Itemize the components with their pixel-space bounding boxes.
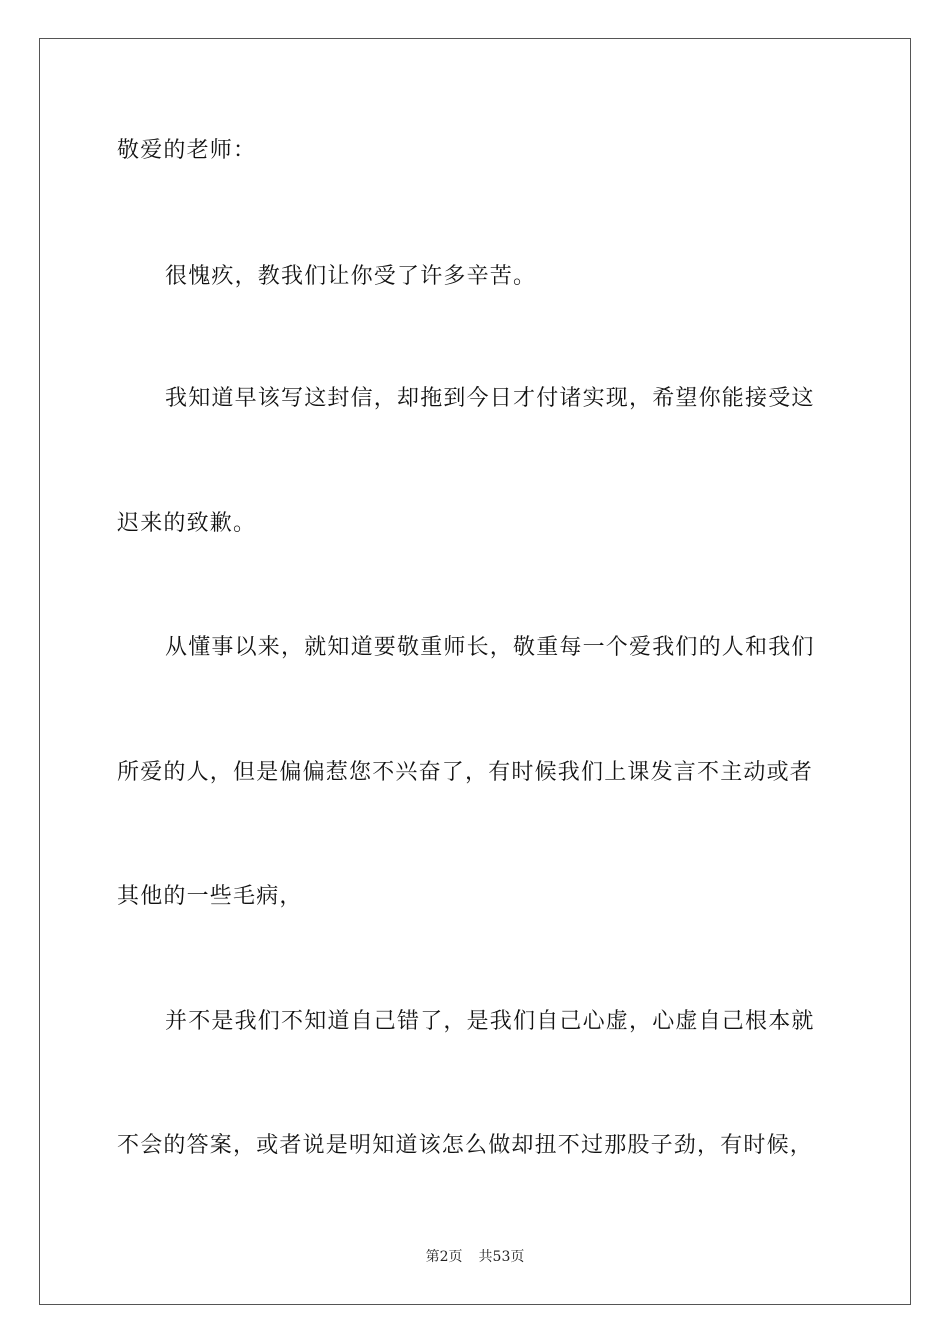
paragraph-1-line-1: 很愧疚，教我们让你受了许多辛苦。 — [165, 264, 537, 289]
paragraph-3-line-2: 所爱的人，但是偏偏惹您不兴奋了，有时候我们上课发言不主动或者 — [117, 760, 814, 785]
page-total: 共53页 — [478, 1249, 525, 1265]
page-number: 第2页 — [425, 1249, 463, 1265]
paragraph-4-line-1: 并不是我们不知道自己错了，是我们自己心虚，心虚自己根本就 — [165, 1009, 815, 1034]
paragraph-3-line-1: 从懂事以来，就知道要敬重师长，敬重每一个爱我们的人和我们 — [165, 635, 815, 660]
page-border — [39, 38, 911, 1305]
page-footer — [0, 1247, 950, 1267]
paragraph-3-line-3: 其他的一些毛病， — [117, 884, 303, 909]
paragraph-2-line-1: 我知道早该写这封信，却拖到今日才付诸实现，希望你能接受这 — [165, 386, 815, 411]
greeting-line: 敬爱的老师： — [117, 138, 257, 163]
paragraph-4-line-2: 不会的答案，或者说是明知道该怎么做却扭不过那股子劲，有时候， — [117, 1133, 814, 1158]
paragraph-2-line-2: 迟来的致歉。 — [117, 511, 257, 536]
